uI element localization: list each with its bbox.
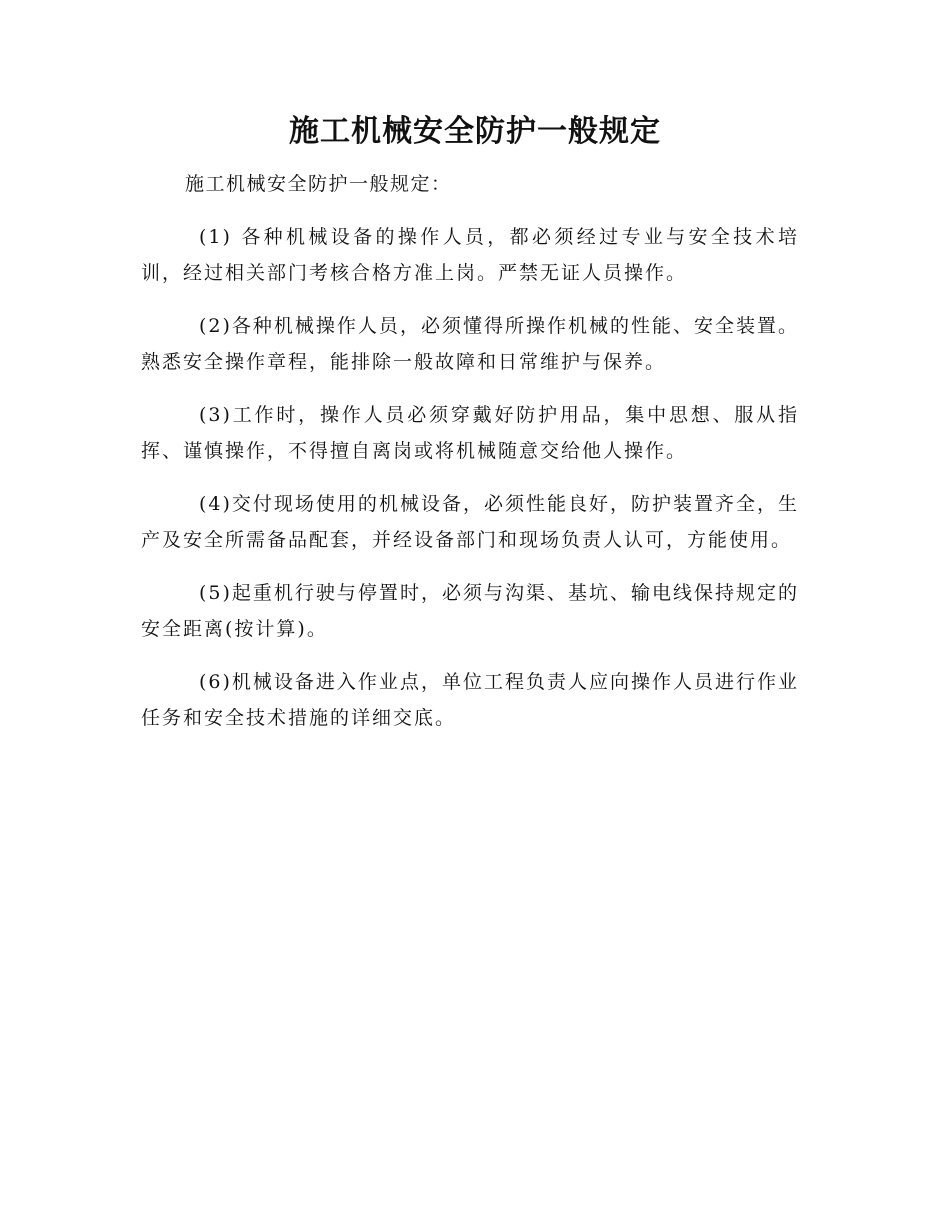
document-title: 施工机械安全防护一般规定 xyxy=(289,114,661,149)
paragraph-2: (2)各种机械操作人员，必须懂得所操作机械的性能、安全装置。熟悉安全操作章程，能排除一般故障和日常维护与保养。 xyxy=(141,315,799,373)
intro-line: 施工机械安全防护一般规定： xyxy=(185,173,452,195)
document-body xyxy=(141,166,799,736)
paragraph-3: (3)工作时，操作人员必须穿戴好防护用品，集中思想、服从指挥、谨慎操作，不得擅自离岗或将机械随意交给他人操作。 xyxy=(141,404,799,462)
paragraph-4: (4)交付现场使用的机械设备，必须性能良好，防护装置齐全，生产及安全所需备品配套，并经设备部门和现场负责人认可，方能使用。 xyxy=(141,493,799,551)
paragraph-1: (1) 各种机械设备的操作人员，都必须经过专业与安全技术培训，经过相关部门考核合格方准上岗。严禁无证人员操作。 xyxy=(141,226,799,284)
paragraph-6: (6)机械设备进入作业点，单位工程负责人应向操作人员进行作业任务和安全技术措施的详细交底。 xyxy=(141,671,799,729)
paragraph-5: (5)起重机行驶与停置时，必须与沟渠、基坑、输电线保持规定的安全距离(按计算)。 xyxy=(141,582,799,640)
